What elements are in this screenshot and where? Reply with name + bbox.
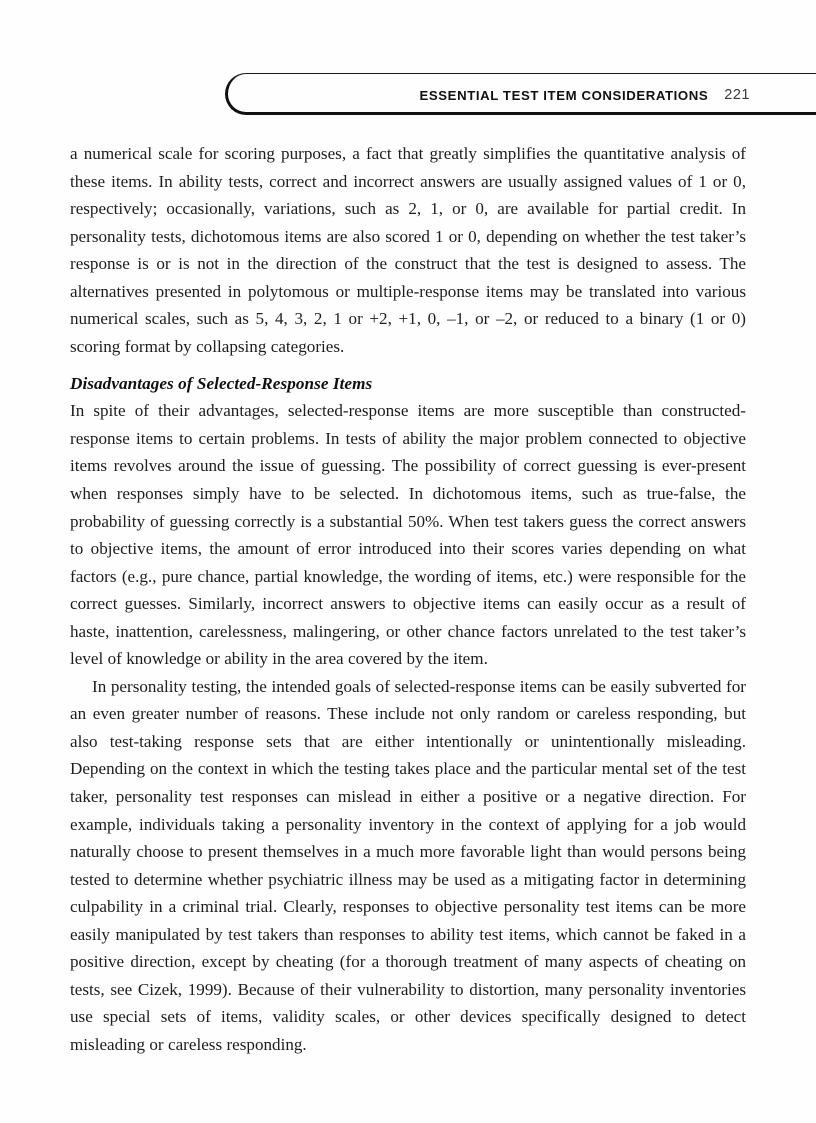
body-text-block: [70, 140, 746, 1059]
running-header-content: [419, 74, 750, 116]
paragraph-personality-testing: In personality testing, the intended goals of selected-response items can be easily subverted for an even greater number of reasons. These include not only random or careless responding, but also test-taking response sets that are either intentionally or unintentionally misleading. Depending on the context in which the testing takes place and the particular mental set of the test taker, personality test responses can mislead in either a positive or a negative direction. For example, individuals taking a personality inventory in the context of applying for a job would naturally choose to present themselves in a much more favorable light than would persons being tested to determine whether psychiatric illness may be used as a mitigating factor in determining culpability in a criminal trial. Clearly, responses to objective personality test items can be more easily manipulated by test takers than responses to ability test items, which cannot be faked in a positive direction, except by cheating (for a thorough treatment of many aspects of cheating on tests, see Cizek, 1999). Because of their vulnerability to distortion, many personality inventories use special sets of items, validity scales, or other devices specifically designed to detect misleading or careless responding.: [70, 676, 746, 1054]
page-number: 221: [724, 87, 750, 103]
running-header-rule: [225, 73, 816, 115]
paragraph-continued-from-previous-page: a numerical scale for scoring purposes, a fact that greatly simplifies the quantitative analysis of these items. In ability tests, correct and incorrect answers are usually assigned values of 1 or 0, respectively; occasionally, variations, such as 2, 1, or 0, are available for partial credit. In personality tests, dichotomous items are also scored 1 or 0, depending on whether the test taker’s response is or is not in the direction of the construct that the test is designed to assess. The alternatives presented in polytomous or multiple-response items may be translated into various numerical scales, such as 5, 4, 3, 2, 1 or +2, +1, 0, –1, or –2, or reduced to a binary (1 or 0) scoring format by collapsing categories.: [70, 144, 746, 356]
section-heading-disadvantages: Disadvantages of Selected-Response Items: [70, 374, 373, 394]
paragraph-disadvantages-intro: In spite of their advantages, selected-response items are more susceptible than constructed-response items to certain problems. In tests of ability the major problem connected to objective items revolves around the issue of guessing. The possibility of correct guessing is ever-present when responses simply have to be selected. In dichotomous items, such as true-false, the probability of guessing correctly is a substantial 50%. When test takers guess the correct answers to objective items, the amount of error introduced into their scores varies depending on what factors (e.g., pure chance, partial knowledge, the wording of items, etc.) were responsible for the correct guesses. Similarly, incorrect answers to objective items can easily occur as a result of haste, inattention, carelessness, malingering, or other chance factors unrelated to the test taker’s level of knowledge or ability in the area covered by the item.: [70, 401, 746, 669]
running-header-title: ESSENTIAL TEST ITEM CONSIDERATIONS: [419, 87, 709, 103]
